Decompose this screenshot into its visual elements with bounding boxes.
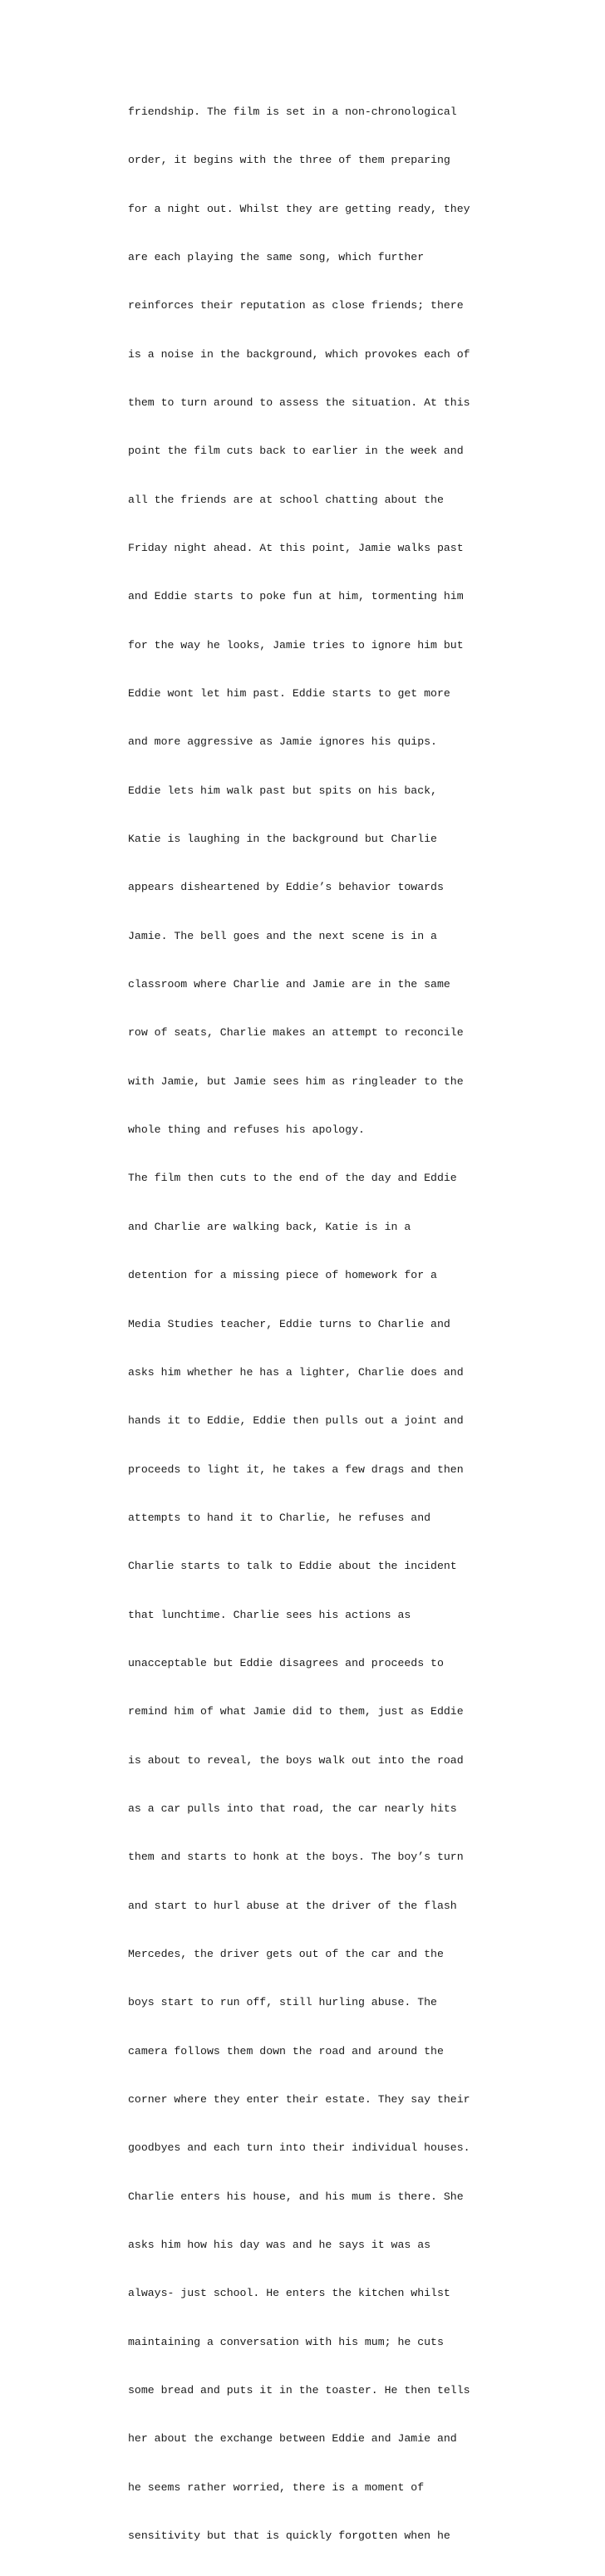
text-line: for the way he looks, Jamie tries to ignore him but [128,638,464,651]
text-line: hands it to Eddie, Eddie then pulls out a joint and [128,1414,464,1428]
text-line: them to turn around to assess the situation. At this [128,396,470,409]
text-line: Charlie starts to talk to Eddie about the incident [128,1560,457,1573]
text-line: and start to hurl abuse at the driver of the flash [128,1899,457,1912]
text-line: asks him how his day was and he says it was as [128,2239,431,2252]
text-line: point the film cuts back to earlier in the week and [128,445,464,458]
text-line: boys start to run off, still hurling abuse. The [128,1996,437,2009]
text-line: unacceptable but Eddie disagrees and proceeds to [128,1656,444,1669]
text-line: he seems rather worried, there is a moment of [128,2480,425,2494]
text-line: classroom where Charlie and Jamie are in the same [128,978,450,991]
text-line: her about the exchange between Eddie and Jamie and [128,2432,457,2446]
text-line: maintaining a conversation with his mum; he cuts [128,2335,444,2348]
text-line: Media Studies teacher, Eddie turns to Charlie and [128,1317,450,1330]
text-line: for a night out. Whilst they are getting ready, they [128,202,470,215]
text-line: goodbyes and each turn into their individual houses. [128,2141,470,2155]
text-line: whole thing and refuses his apology. [128,1123,365,1137]
text-line: and Charlie are walking back, Katie is in a [128,1220,411,1233]
text-line: is a noise in the background, which provokes each of [128,347,470,361]
text-line: Friday night ahead. At this point, Jamie walks past [128,542,464,554]
text-line: and Eddie starts to poke fun at him, tormenting him [128,590,464,603]
text-line: as a car pulls into that road, the car nearly hits [128,1802,457,1815]
text-line: appears disheartened by Eddie’s behavior towards [128,881,444,894]
text-line: Charlie enters his house, and his mum is there. She [128,2190,464,2203]
text-line: is about to reveal, the boys walk out into the road [128,1753,464,1767]
text-line: some bread and puts it in the toaster. He then tells [128,2384,470,2397]
text-line: Jamie. The bell goes and the next scene is in a [128,929,437,942]
text-line: asks him whether he has a lighter, Charlie does and [128,1365,464,1379]
text-line: row of seats, Charlie makes an attempt to reconcile [128,1026,464,1040]
text-line: Katie is laughing in the background but Charlie [128,833,437,846]
text-line: order, it begins with the three of them preparing [128,154,450,167]
text-line: The film then cuts to the end of the day and Eddie [128,1172,457,1185]
body-text [128,71,519,2576]
text-line: camera follows them down the road and around the [128,2044,444,2057]
text-line: reinforces their reputation as close friends; there [128,299,464,312]
text-line: all the friends are at school chatting about the [128,493,444,506]
text-line: Mercedes, the driver gets out of the car and the [128,1947,444,1960]
text-line: detention for a missing piece of homework for a [128,1269,437,1282]
text-line: remind him of what Jamie did to them, just as Eddie [128,1705,464,1718]
text-line: Eddie lets him walk past but spits on his back, [128,784,437,797]
text-line: Eddie wont let him past. Eddie starts to get more [128,687,450,701]
text-line: that lunchtime. Charlie sees his actions as [128,1608,411,1621]
text-line: always- just school. He enters the kitchen whilst [128,2287,450,2300]
text-line: and more aggressive as Jamie ignores his quips. [128,735,437,749]
text-line: sensitivity but that is quickly forgotten when he [128,2529,450,2543]
text-line: with Jamie, but Jamie sees him as ringleader to the [128,1074,464,1088]
text-line: proceeds to light it, he takes a few drags and then [128,1463,464,1476]
text-line: them and starts to honk at the boys. The boy’s turn [128,1851,464,1864]
text-line: corner where they enter their estate. They say their [128,2093,470,2106]
text-line: attempts to hand it to Charlie, he refuses and [128,1511,431,1524]
text-line: friendship. The film is set in a non-chronological [128,105,457,118]
text-line: are each playing the same song, which further [128,250,425,263]
